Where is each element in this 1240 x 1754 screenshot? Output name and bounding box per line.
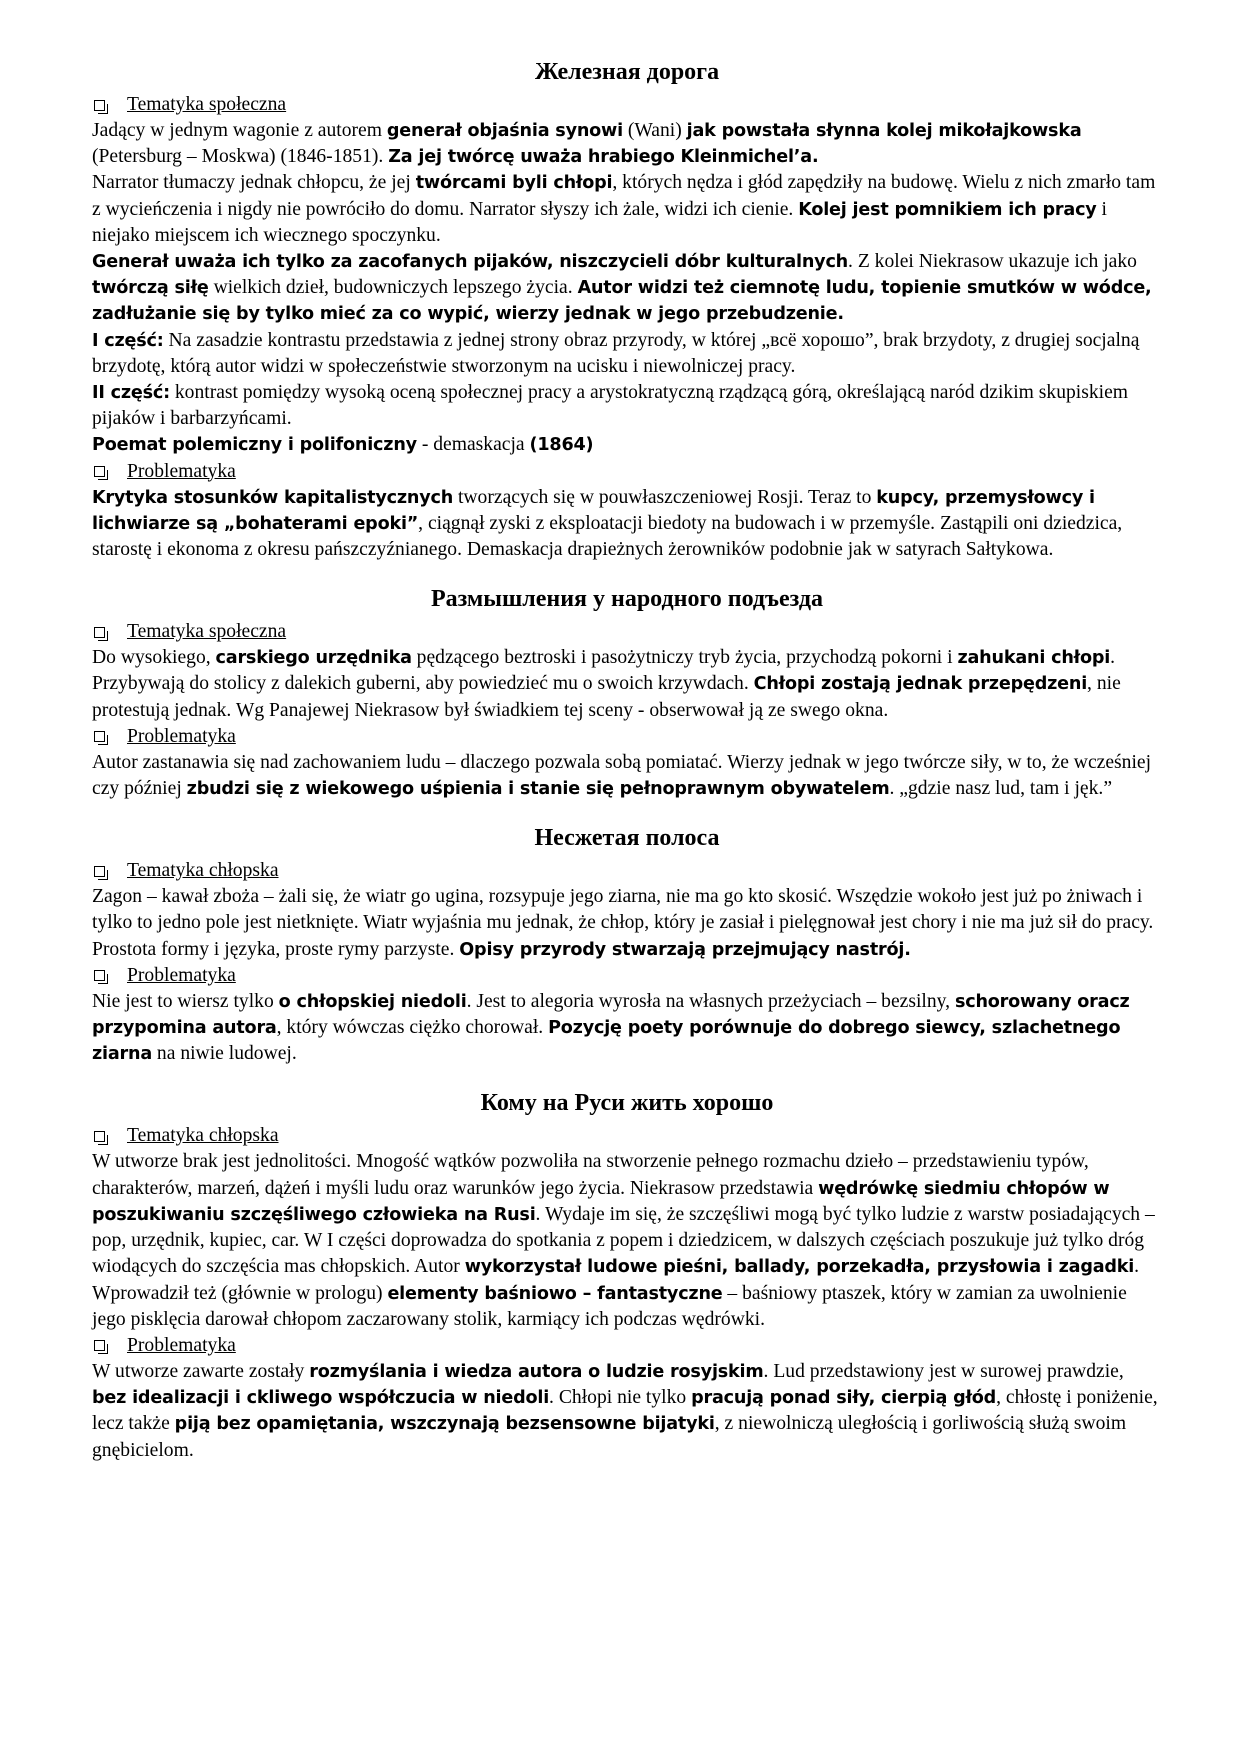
bold-text: bez idealizacji i ckliwego współczucia w niedoli: [92, 1388, 550, 1409]
section-title: Несжетая полоса: [534, 825, 720, 852]
checkbox-bullet-icon: [94, 100, 105, 111]
bold-text: carskiego urzędnika: [215, 648, 412, 669]
text-run: Narrator tłumaczy jednak chłopcu, że jej: [92, 172, 416, 194]
text-run: W utworze brak jest jednolitości. Mnogość wątków pozwoliła na stworzenie pełnego rozmachu dzieło – przedstawieniu typów, charakterów, marzeń, dążeń i myśli ludu oraz warunków jego życia. Niekrasow przedstawia: [92, 1151, 1089, 1199]
subheading-label: Problematyka: [127, 1334, 236, 1356]
bold-text: o chłopskiej niedoli: [278, 991, 467, 1012]
text-run: Jadący w jednym wagonie z autorem: [92, 120, 387, 141]
subheading-bullet: [92, 92, 1162, 118]
checkbox-bullet-icon: [94, 731, 105, 742]
bold-text: Chłopi zostają jednak przepędzeni: [753, 674, 1088, 695]
text-run: – baśniowy ptaszek, który w zamian za uwolnienie jego pisklęcia darował chłopom zaczarowany stolik, karmiący ich podczas wędrówki.: [92, 1282, 1127, 1330]
text-run: . Jest to alegoria wyrosła na własnych przeżyciach – bezsilny,: [466, 990, 955, 1012]
bold-text: zahukani chłopi: [957, 648, 1111, 669]
text-run: W utworze zawarte zostały: [92, 1360, 310, 1382]
bold-text: Krytyka stosunków kapitalistycznych: [92, 487, 454, 508]
text-run: pędzącego beztroski i pasożytniczy tryb życia, przychodzą pokorni i: [411, 647, 958, 669]
paragraph: [92, 1359, 1162, 1464]
text-run: . Wprowadził też (głównie w prologu): [92, 1256, 1140, 1304]
text-run: Zagon – kawał zboża – żali się, że wiatr go ugina, rozsypuje jego ziarna, nie ma go kto skosić. Wszędzie wokoło jest już po żniwach i tylko to jedno pole jest nietknięte. Wiatr wyjaśnia mu jednak, że chłop, który je zasiał i pielęgnował jest chory i nie ma już sił do pracy.: [92, 886, 1154, 934]
bold-text: I część:: [92, 330, 164, 351]
checkbox-bullet-icon: [94, 1340, 105, 1351]
text-run: (Petersburg – Moskwa) (1846-1851).: [92, 146, 389, 168]
paragraph: [92, 485, 1162, 564]
text-run: . „gdzie nasz lud, tam i jęk.”: [889, 778, 1113, 800]
bold-text: Kolej jest pomnikiem ich pracy: [798, 199, 1097, 220]
text-run: . Z kolei Niekrasow ukazuje ich jako: [848, 251, 1137, 273]
text-run: (Wani): [622, 120, 687, 141]
text-run: , który wówczas ciężko chorował.: [276, 1017, 549, 1039]
paragraph: [92, 645, 1162, 724]
bold-text: Za jej twórcę uważa hrabiego Kleinmichel’a.: [388, 147, 819, 168]
bold-text: twórczą siłę: [92, 278, 209, 299]
section-title: Железная дорога: [534, 59, 720, 85]
text-run: wielkich dzieł, budowniczych lepszego życia.: [208, 277, 578, 299]
bold-text: pracują ponad siły, cierpią głód: [691, 1388, 997, 1409]
bold-text: wędrówkę siedmiu chłopów w poszukiwaniu szczęśliwego człowieka na Rusi: [92, 1178, 1110, 1225]
bold-text: II część:: [92, 383, 170, 404]
text-run: Nie jest to wiersz tylko: [92, 990, 279, 1012]
text-run: Autor zastanawia się nad zachowaniem ludu – dlaczego pozwala sobą pomiatać. Wierzy jednak w jego twórcze siły, w to, że wcześniej czy później: [92, 751, 1152, 800]
bold-text: elementy baśniowo – fantastyczne: [387, 1283, 723, 1304]
subheading-label: Tematyka chłopska: [127, 1125, 279, 1147]
bold-text: jak powstała słynna kolej mikołajkowska: [686, 121, 1082, 141]
subheading-bullet: [92, 1123, 1162, 1149]
text-run: kontrast pomiędzy wysoką oceną społecznej pracy a arystokratyczną rządzącą górą, określającą naród dzikim skupiskiem pijaków i barbarzyńcami.: [92, 382, 1129, 430]
bold-text: Generał uważa ich tylko za zacofanych pijaków, niszczycieli dóbr kulturalnych: [92, 252, 849, 273]
text-run: . Przybywają do stolicy z dalekich guberni, aby powiedzieć mu o swoich krzywdach.: [92, 647, 1115, 695]
section-title: Кому на Руси жить хорошо: [480, 1090, 774, 1117]
subheading-bullet: [92, 724, 1162, 750]
paragraph: [92, 118, 1162, 170]
checkbox-bullet-icon: [94, 627, 105, 638]
bold-text: wykorzystał ludowe pieśni, ballady, porzekadła, przysłowia i zagadki: [464, 1257, 1135, 1278]
text-run: , ciągnął zyski z eksploatacji biedoty na budowach i w przemyśle. Zastąpili oni dziedzica, starostę i ekonoma z okresu pańszczyźnianego. Demaskacja drapieżnych żerowników podobnie jak w satyrach Sałtykowa.: [92, 512, 1123, 561]
paragraph: [92, 750, 1162, 802]
text-run: Na zasadzie kontrastu przedstawia z jednej strony obraz przyrody, w której „всё хорошо”, brak brzydoty, z drugiej socjalną brzydotę, którą autor widzi w społeczeństwie stworzonym na ucisku i niewolniczej pracy.: [92, 329, 1140, 377]
bold-text: Autor widzi też ciemnotę ludu, topienie smutków w wódce, zadłużanie się by tylko mieć za co wypić, wierzy jednak w jego przebudzenie.: [92, 278, 1152, 325]
paragraph: [92, 170, 1162, 249]
checkbox-bullet-icon: [94, 970, 105, 981]
document-page: [92, 52, 1162, 1464]
bold-text: (1864): [529, 435, 594, 456]
subheading-bullet: [92, 1333, 1162, 1359]
text-run: tworzących się w pouwłaszczeniowej Rosji. Teraz to: [453, 486, 877, 508]
text-run: i niejako miejscem ich wiecznego spoczynku.: [92, 198, 1107, 246]
paragraph: [92, 328, 1162, 380]
paragraph: [92, 937, 1162, 963]
paragraph: [92, 432, 1162, 458]
text-run: Do wysokiego,: [92, 647, 216, 669]
subheading-label: Tematyka społeczna: [127, 621, 287, 643]
text-run: , chłostę i poniżenie, lecz także: [92, 1387, 1158, 1435]
subheading-label: Tematyka chłopska: [127, 860, 279, 882]
text-run: , z niewolniczą uległością i gorliwością służą swoim gnębicielom.: [92, 1413, 1127, 1461]
subheading-label: Problematyka: [127, 460, 236, 482]
bold-text: Poemat polemiczny i polifoniczny: [92, 435, 417, 456]
bold-text: rozmyślania i wiedza autora o ludzie rosyjskim: [309, 1361, 764, 1382]
paragraph: [92, 1149, 1162, 1332]
section-gap: [92, 802, 1162, 818]
section-title: Размышления у народного подъезда: [430, 586, 824, 613]
bold-text: generał objaśnia synowi: [386, 121, 623, 141]
bold-text: Opisy przyrody stwarzają przejmujący nastrój.: [459, 939, 911, 960]
text-run: . Chłopi nie tylko: [549, 1387, 692, 1409]
bold-text: zbudzi się z wiekowego uśpienia i stanie się pełnoprawnym obywatelem: [186, 779, 890, 800]
checkbox-bullet-icon: [94, 866, 105, 877]
text-run: , nie protestują jednak. Wg Panajewej Niekrasow był świadkiem tej sceny - obserwował ją ze swego okna.: [92, 673, 1121, 721]
subheading-label: Tematyka społeczna: [127, 93, 287, 115]
text-run: , których nędza i głód zapędziły na budowę. Wielu z nich zmarło tam z wycieńczenia i nigdy nie powróciło do domu. Narrator słyszy ich żale, widzi ich cienie.: [92, 172, 1156, 220]
subheading-bullet: [92, 963, 1162, 989]
paragraph: [92, 249, 1162, 328]
text-run: . Lud przedstawiony jest w surowej prawdzie,: [763, 1360, 1124, 1382]
bold-text: schorowany oracz przypomina autora: [92, 991, 1130, 1039]
checkbox-bullet-icon: [94, 1131, 105, 1142]
subheading-bullet: [92, 459, 1162, 485]
bold-text: piją bez opamiętania, wszczynają bezsensowne bijatyki: [174, 1414, 715, 1435]
subheading-label: Problematyka: [127, 725, 236, 747]
section-gap: [92, 1067, 1162, 1083]
section-gap: [92, 563, 1162, 579]
bold-text: kupcy, przemysłowcy i lichwiarze są „bohaterami epoki”: [92, 487, 1095, 534]
bold-text: twórcami byli chłopi: [415, 173, 613, 194]
subheading-label: Problematyka: [127, 964, 236, 986]
text-run: na niwie ludowej.: [152, 1043, 297, 1065]
text-run: Prostota formy i języka, proste rymy parzyste.: [92, 938, 460, 960]
paragraph: [92, 884, 1162, 936]
paragraph: [92, 380, 1162, 432]
text-run: - demaskacja: [416, 434, 530, 456]
subheading-bullet: [92, 619, 1162, 645]
checkbox-bullet-icon: [94, 466, 105, 477]
text-run: . Wydaje im się, że szczęśliwi mogą być tylko ludzie z warstw posiadających – pop, urzędnik, kupiec, car. W I części doprowadza do spotkania z popem i dziedzicem, w dalszych częściach poszukuje już tylko dróg wiodących do szczęścia mas chłopskich. Autor: [92, 1203, 1155, 1278]
subheading-bullet: [92, 858, 1162, 884]
paragraph: [92, 989, 1162, 1068]
bold-text: Pozycję poety porównuje do dobrego siewcy, szlachetnego ziarna: [92, 1018, 1121, 1065]
